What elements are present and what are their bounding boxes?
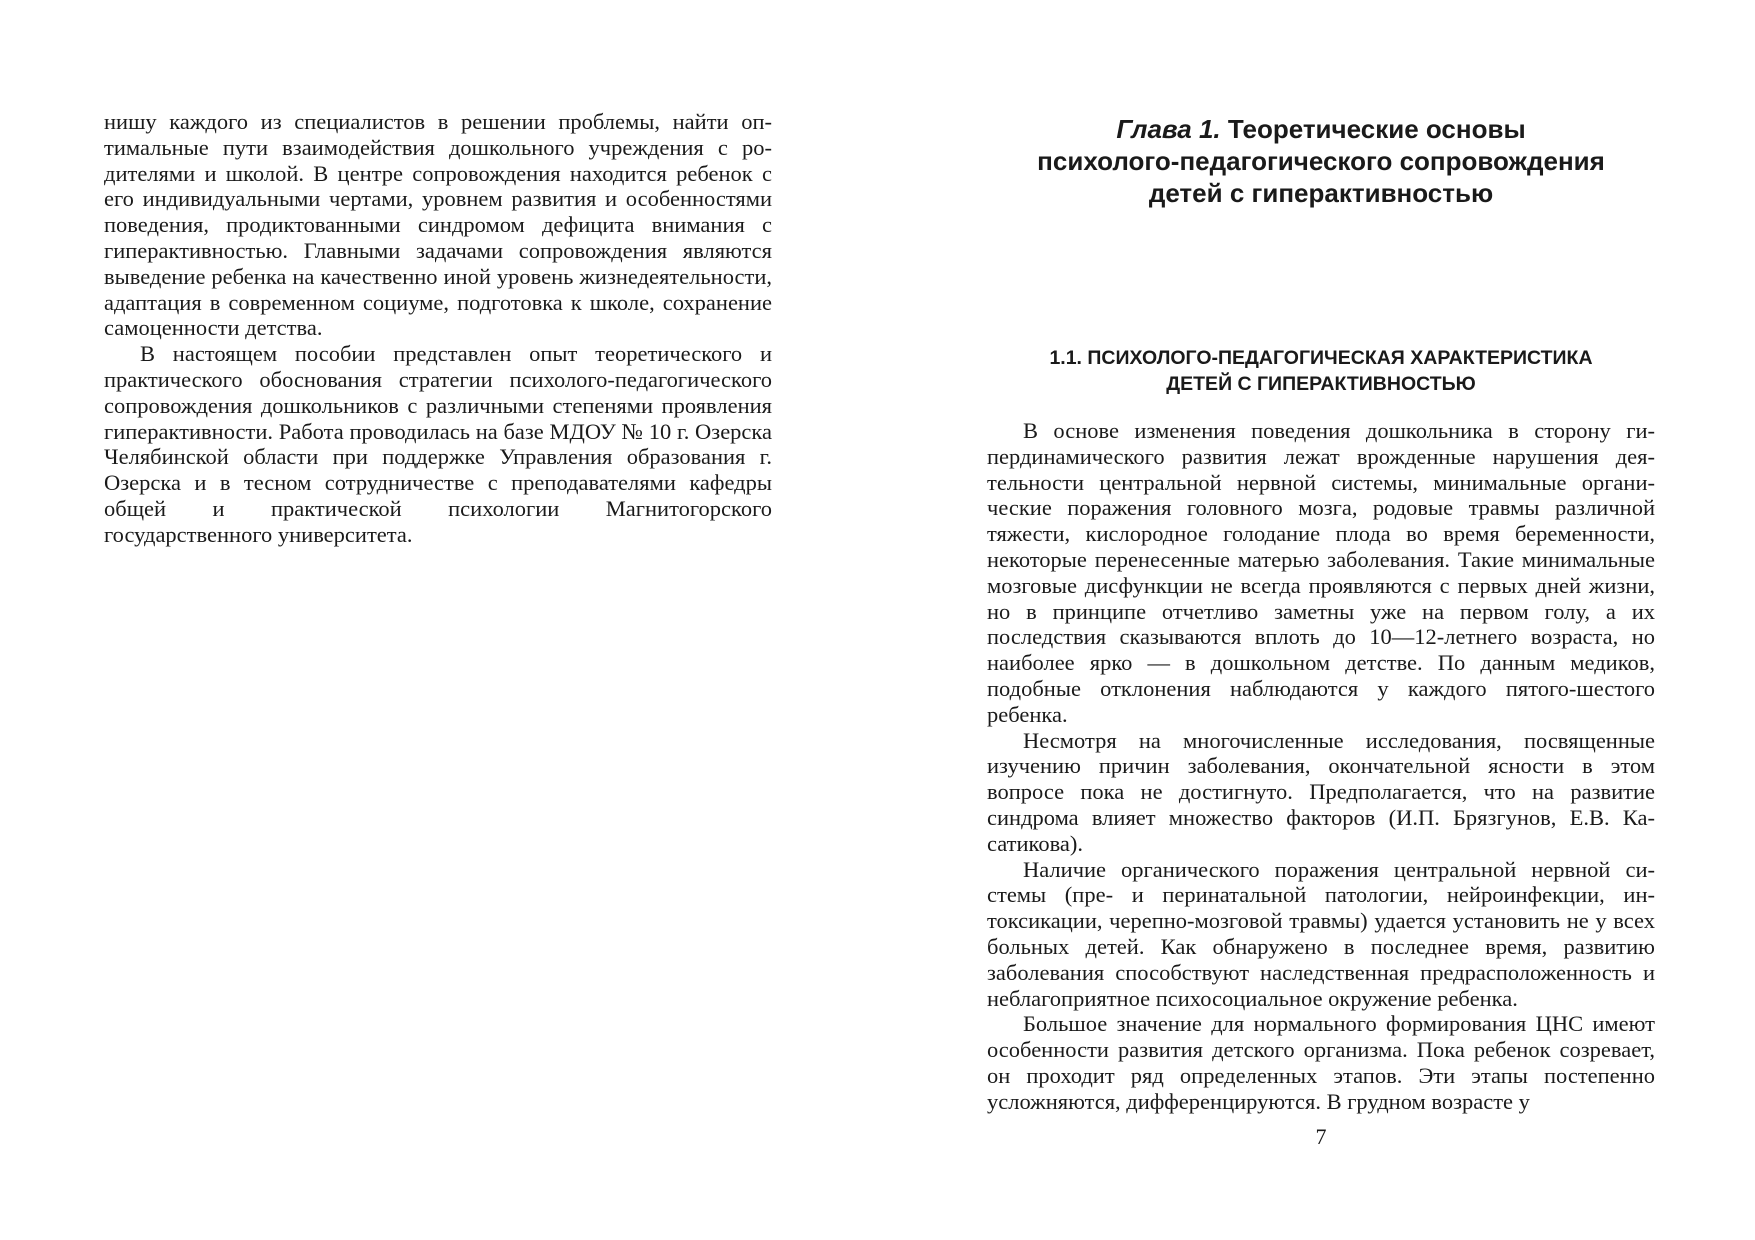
right-page <box>877 0 1755 1240</box>
right-paragraph-4: Большое значение для нормального формирования ЦНС имеют особенности развития детского организма. Пока ребенок созревает, он проходит ряд определенных этапов. Эти этапы постепенно усложняются, дифференцируются. В грудном возрасте у <box>987 1011 1655 1114</box>
right-body-text <box>987 418 1655 1115</box>
left-paragraph-1: нишу каждого из специалистов в решении проблемы, найти оптимальные пути взаимодействия дошкольного учреждения с родителями и школой. В центре сопровождения находится ребенок с его индивидуальными чертами, уровнем развития и особенностями поведения, продиктованными синдромом дефицита внимания с гиперактивностью. Главными задачами сопровождения являются выведение ребенка на качественно иной уровень жизнедеятельности, адаптация в современном социуме, подготовка к школе, сохранение самоценности детства. <box>104 109 772 341</box>
left-page <box>0 0 877 1240</box>
chapter-heading <box>987 113 1655 209</box>
right-paragraph-1: В основе изменения поведения дошкольника в сторону гипердинамического развития лежат врожденные нарушения деятельности центральной нервной системы, минимальные органические поражения головного мозга, родовые травмы различной тяжести, кислородное голодание плода во время беременности, некоторые перенесенные матерью заболевания. Такие минимальные мозговые дисфункции не всегда проявляются с первых дней жизни, но в принципе отчетливо заметны уже на первом голу, а их последствия сказываются вплоть до 10—12-летнего возраста, но наиболее ярко — в дошкольном детстве. По данным медиков, подобные отклонения наблюдаются у каждого пятого-шестого ребенка. <box>987 418 1655 727</box>
left-body-text <box>104 109 772 548</box>
page-number: 7 <box>1315 1124 1327 1149</box>
chapter-title-line-2: психолого-педагогического сопровождения <box>1037 146 1605 176</box>
right-paragraph-3: Наличие органического поражения центральной нервной системы (пре- и перинатальной патологии, нейроинфекции, интоксикации, черепно-мозговой травмы) удается установить не у всех больных детей. Как обнаружено в последнее время, развитию заболевания способствуют наследственная предрасположенность и неблагоприятное психосоциальное окружение ребенка. <box>987 856 1655 1011</box>
left-paragraph-2: В настоящем пособии представлен опыт теоретического и практического обоснования стратегии психолого-педагогического сопровождения дошкольников с различными степенями проявления гиперактивности. Работа проводилась на базе МДОУ № 10 г. Озерска Челябинской области при поддержке Управления образования г. Озерска и в тесном сотрудничестве с преподавателями кафедры общей и практической психологии Магнитогорского государственного университета. <box>104 341 772 547</box>
section-title-line-1: 1.1. ПСИХОЛОГО-ПЕДАГОГИЧЕСКАЯ ХАРАКТЕРИСТИКА <box>1049 347 1593 369</box>
section-title-line-2: ДЕТЕЙ С ГИПЕРАКТИВНОСТЬЮ <box>1166 373 1476 395</box>
right-paragraph-2: Несмотря на многочисленные исследования, посвященные изучению причин заболевания, окончательной ясности в этом вопросе пока не достигнуто. Предполагается, что на развитие синдрома влияет множество факторов (И.П. Брязгунов, Е.В. Касатикова). <box>987 727 1655 856</box>
chapter-label: Глава 1. <box>1116 114 1221 144</box>
chapter-title-line-1: Теоретические основы <box>1227 114 1526 144</box>
chapter-title-line-3: детей с гиперактивностью <box>1148 178 1494 208</box>
section-heading <box>987 345 1655 397</box>
